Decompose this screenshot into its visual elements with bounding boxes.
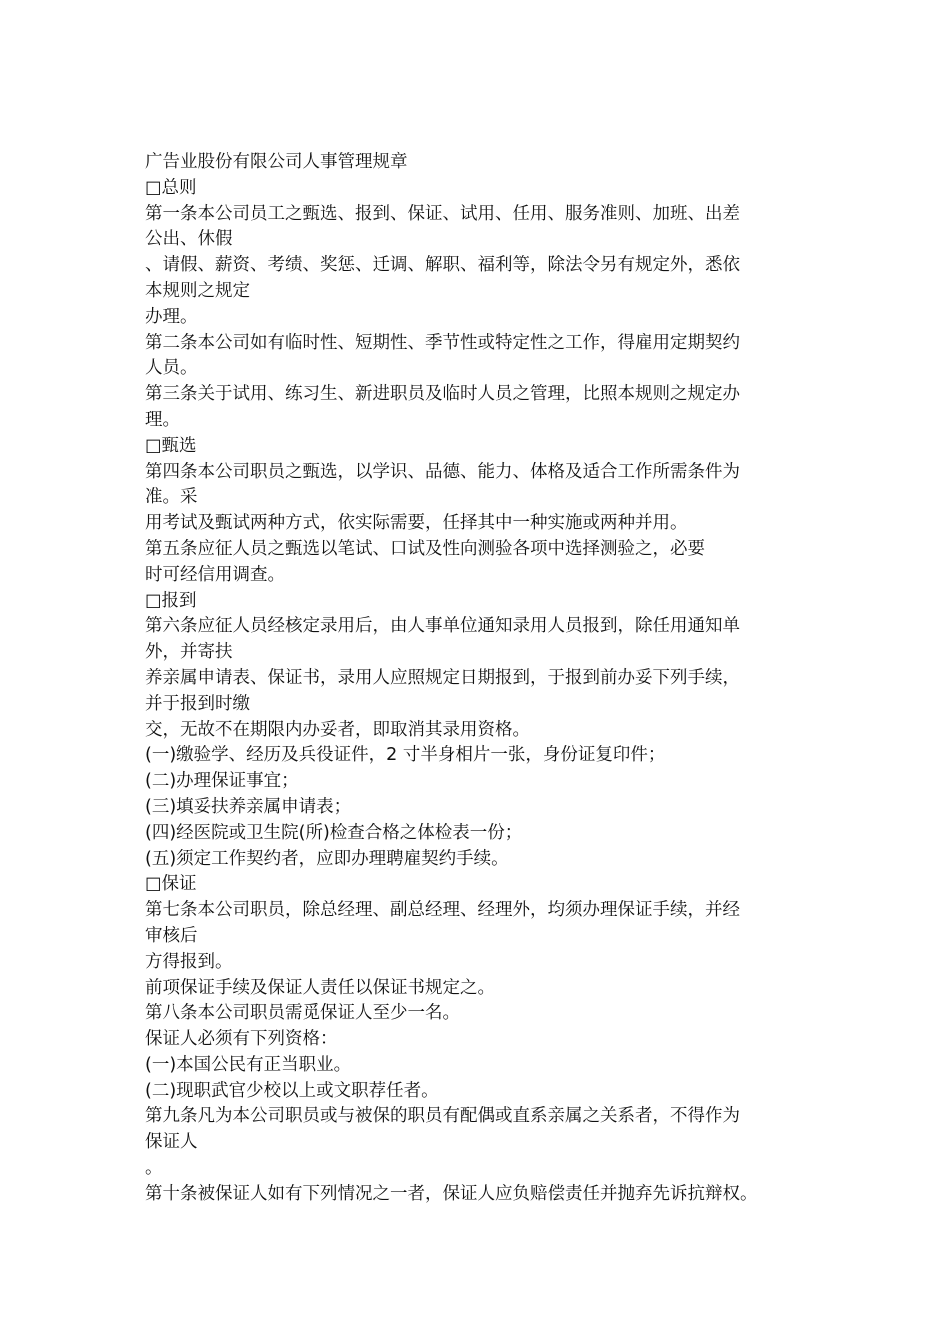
text-line: 第九条凡为本公司职员或与被保的职员有配偶或直系亲属之关系者，不得作为 bbox=[145, 1106, 740, 1127]
section-heading-report: □报到 bbox=[145, 590, 197, 611]
list-item: (三)填妥扶养亲属申请表； bbox=[145, 796, 352, 817]
list-item: (二)现职武官少校以上或文职荐任者。 bbox=[145, 1080, 439, 1101]
text-line: 准。采 bbox=[145, 487, 198, 508]
document-title: 广告业股份有限公司人事管理规章 bbox=[145, 152, 408, 172]
section-heading-guarantee: □保证 bbox=[145, 874, 197, 895]
text-line: 保证人必须有下列资格： bbox=[145, 1029, 338, 1050]
text-line: 外，并寄扶 bbox=[145, 642, 233, 663]
document-body bbox=[145, 150, 815, 1208]
text-line: 办理。 bbox=[145, 306, 198, 327]
list-item: (一)缴验学、经历及兵役证件，2 寸半身相片一张，身份证复印件； bbox=[145, 745, 666, 766]
text-line: 方得报到。 bbox=[145, 951, 233, 972]
text-line: 第三条关于试用、练习生、新进职员及临时人员之管理，比照本规则之规定办 bbox=[145, 384, 740, 405]
text-line: 第七条本公司职员，除总经理、副总经理、经理外，均须办理保证手续，并经 bbox=[145, 900, 740, 921]
list-item: (五)须定工作契约者，应即办理聘雇契约手续。 bbox=[145, 848, 509, 869]
text-line: 养亲属申请表、保证书，录用人应照规定日期报到，于报到前办妥下列手续， bbox=[145, 667, 740, 688]
text-line: 时可经信用调查。 bbox=[145, 564, 285, 585]
text-line: 。 bbox=[145, 1158, 163, 1179]
text-line: 第八条本公司职员需觅保证人至少一名。 bbox=[145, 1003, 460, 1024]
text-line: 交，无故不在期限内办妥者，即取消其录用资格。 bbox=[145, 719, 530, 740]
text-line: 第五条应征人员之甄选以笔试、口试及性向测验各项中选择测验之，必要 bbox=[145, 538, 705, 559]
text-line: 第二条本公司如有临时性、短期性、季节性或特定性之工作，得雇用定期契约 bbox=[145, 332, 740, 353]
list-item: (一)本国公民有正当职业。 bbox=[145, 1054, 352, 1075]
text-line: 第四条本公司职员之甄选，以学识、品德、能力、体格及适合工作所需条件为 bbox=[145, 461, 740, 482]
text-line: 人员。 bbox=[145, 358, 198, 379]
list-item: (四)经医院或卫生院(所)检查合格之体检表一份； bbox=[145, 822, 523, 843]
text-line: 用考试及甄试两种方式，依实际需要，任择其中一种实施或两种并用。 bbox=[145, 513, 688, 534]
text-line: 保证人 bbox=[145, 1132, 198, 1153]
text-line: 理。 bbox=[145, 409, 180, 430]
text-line: 前项保证手续及保证人责任以保证书规定之。 bbox=[145, 977, 495, 998]
section-heading-general: □总则 bbox=[145, 177, 197, 198]
text-line: 第一条本公司员工之甄选、报到、保证、试用、任用、服务准则、加班、出差 bbox=[145, 203, 740, 224]
text-line: 第十条被保证人如有下列情况之一者，保证人应负赔偿责任并抛弃先诉抗辩权。 bbox=[145, 1183, 758, 1204]
text-line: 、请假、薪资、考绩、奖惩、迁调、解职、福利等，除法令另有规定外，悉依 bbox=[145, 255, 740, 276]
text-line: 本规则之规定 bbox=[145, 280, 250, 301]
text-line: 审核后 bbox=[145, 925, 198, 946]
section-heading-selection: □甄选 bbox=[145, 435, 197, 456]
text-line: 并于报到时缴 bbox=[145, 693, 250, 714]
text-line: 第六条应征人员经核定录用后，由人事单位通知录用人员报到，除任用通知单 bbox=[145, 616, 740, 637]
list-item: (二)办理保证事宜； bbox=[145, 771, 299, 792]
text-line: 公出、休假 bbox=[145, 229, 233, 250]
